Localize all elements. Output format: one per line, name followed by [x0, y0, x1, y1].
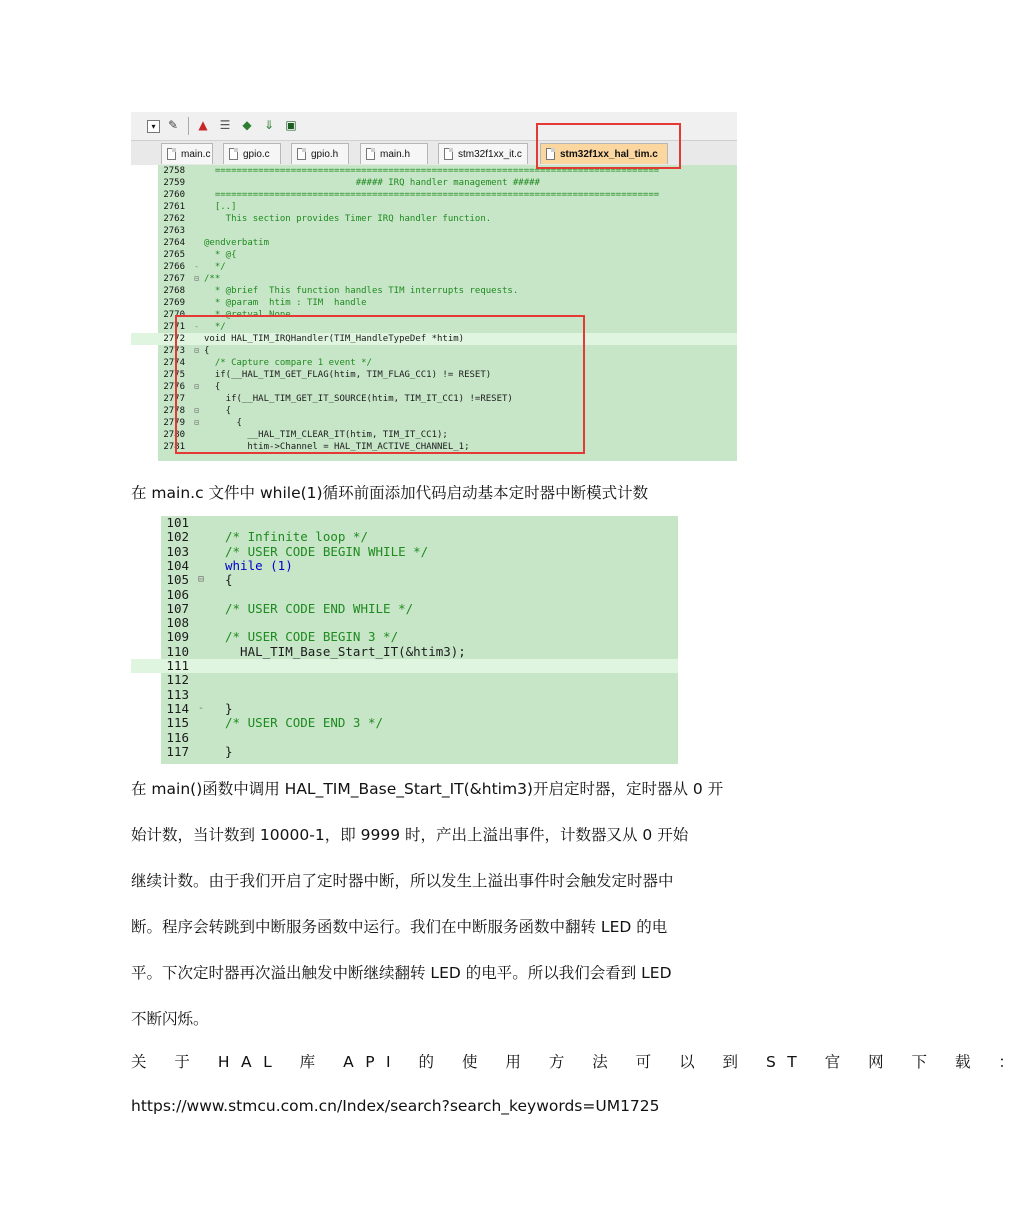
code-line[interactable]: [131, 285, 737, 297]
code-line[interactable]: [131, 177, 737, 189]
paragraph-line: 继续计数。由于我们开启了定时器中断，所以发生上溢出事件时会触发定时器中: [131, 872, 674, 890]
line-number: 101: [166, 515, 189, 530]
code-line[interactable]: [131, 249, 737, 261]
code-line[interactable]: [131, 645, 678, 659]
line-number: 110: [166, 643, 189, 659]
code-text: */: [204, 322, 226, 332]
url-link[interactable]: https://www.stmcu.com.cn/Index/search?search_keywords=UM1725: [131, 1097, 660, 1115]
code-text: void HAL_TIM_IRQHandler(TIM_HandleTypeDef *htim): [204, 334, 465, 344]
highlight-box-tab: [536, 123, 681, 169]
fold-marker-icon[interactable]: ⊟: [194, 418, 199, 427]
code-line[interactable]: [131, 731, 678, 745]
line-number: 112: [166, 672, 189, 688]
code-line[interactable]: [131, 673, 678, 687]
code-text: {: [204, 406, 232, 416]
fold-marker-icon[interactable]: -: [194, 262, 199, 271]
paragraph-line: 断。程序会转跳到中断服务函数中运行。我们在中断服务函数中翻转 LED 的电: [131, 918, 668, 936]
file-icon: [297, 148, 306, 160]
code-line[interactable]: [131, 588, 678, 602]
tab-gpio-h[interactable]: [291, 143, 349, 164]
line-number: 114: [166, 700, 189, 716]
line-number: 2764: [163, 238, 185, 248]
code-line[interactable]: [131, 702, 678, 716]
paragraph-line: 平。下次定时器再次溢出触发中断继续翻转 LED 的电平。所以我们会看到 LED: [131, 964, 672, 982]
line-number: 2769: [163, 298, 185, 308]
line-number: 102: [166, 529, 189, 545]
tab-label: gpio.h: [311, 149, 339, 160]
code-text: ==================================================================================: [204, 190, 660, 200]
code-text: This section provides Timer IRQ handler function.: [204, 214, 492, 224]
code-text: {: [225, 572, 233, 588]
toolbar-divider: [188, 117, 189, 135]
code-line[interactable]: [131, 516, 678, 530]
code-line[interactable]: [131, 688, 678, 702]
file-icon: [366, 148, 375, 160]
line-number: 2765: [163, 250, 185, 260]
code-line[interactable]: [131, 297, 737, 309]
code-text: {: [204, 418, 242, 428]
fold-marker-icon[interactable]: -: [194, 322, 199, 331]
window-icon[interactable]: ▣: [285, 118, 297, 132]
fold-marker-icon[interactable]: ⊟: [194, 382, 199, 391]
code-text: ==================================================================================: [204, 166, 660, 176]
code-text: * @retval None: [204, 310, 291, 320]
line-number: 2776: [163, 382, 185, 392]
paragraph-line: 不断闪烁。: [131, 1010, 209, 1028]
line-number: 2763: [163, 226, 185, 236]
code-text: /* USER CODE BEGIN WHILE */: [225, 543, 429, 559]
line-number: 2762: [163, 214, 185, 224]
code-line[interactable]: [131, 213, 737, 225]
line-number: 2767: [163, 274, 185, 284]
line-number: 2759: [163, 178, 185, 188]
code-text: {: [204, 382, 221, 392]
file-icon: [444, 148, 453, 160]
code-text: * @{: [204, 250, 237, 260]
line-number: 107: [166, 600, 189, 616]
code-text: /* USER CODE END WHILE */: [225, 600, 414, 616]
fold-marker-icon[interactable]: ⊟: [194, 274, 199, 283]
code-line[interactable]: [131, 273, 737, 285]
fold-marker-icon[interactable]: ⊟: [194, 346, 199, 355]
line-number: 2761: [163, 202, 185, 212]
code-text: * @brief This function handles TIM interrupts requests.: [204, 286, 519, 296]
code-line[interactable]: [131, 237, 737, 249]
fold-marker-icon[interactable]: ⊟: [197, 574, 205, 586]
stack-icon[interactable]: ▲: [198, 118, 208, 132]
tab-gpio-c[interactable]: [223, 143, 281, 164]
line-number: 113: [166, 686, 189, 702]
line-number: 117: [166, 743, 189, 759]
line-number: 2775: [163, 370, 185, 380]
code-line[interactable]: [131, 189, 737, 201]
code-text: __HAL_TIM_CLEAR_IT(htim, TIM_IT_CC1);: [204, 430, 448, 440]
code-line[interactable]: [131, 602, 678, 616]
code-line[interactable]: [131, 225, 737, 237]
line-number: 104: [166, 557, 189, 573]
tab-label: stm32f1xx_it.c: [458, 149, 522, 160]
code-line[interactable]: [131, 261, 737, 273]
code-line[interactable]: [131, 745, 678, 759]
tab-main-c[interactable]: [161, 143, 213, 164]
line-number: 2771: [163, 322, 185, 332]
tab-label: main.h: [380, 149, 411, 160]
code-text: HAL_TIM_Base_Start_IT(&htim3);: [225, 643, 466, 659]
line-number: 2778: [163, 406, 185, 416]
code-text: @endverbatim: [204, 238, 270, 248]
code-line[interactable]: [131, 630, 678, 644]
code-text: if(__HAL_TIM_GET_FLAG(htim, TIM_FLAG_CC1) != RESET): [204, 370, 492, 380]
code-text: {: [204, 346, 210, 356]
code-text: if(__HAL_TIM_GET_IT_SOURCE(htim, TIM_IT_CC1) !=RESET): [204, 394, 513, 404]
file-icon: [167, 148, 176, 160]
code-text: htim->Channel = HAL_TIM_ACTIVE_CHANNEL_1;: [204, 442, 470, 452]
line-number: 109: [166, 629, 189, 645]
line-number: 105: [166, 572, 189, 588]
tab-main-h[interactable]: [360, 143, 428, 164]
code-text: /* USER CODE END 3 */: [225, 715, 384, 731]
line-number: 111: [166, 658, 189, 673]
fold-marker-icon[interactable]: -: [197, 702, 205, 714]
line-number: 2779: [163, 418, 185, 428]
line-number: 2773: [163, 346, 185, 356]
line-number: 2768: [163, 286, 185, 296]
line-number: 2774: [163, 358, 185, 368]
line-number: 2758: [163, 166, 185, 176]
line-number: 116: [166, 729, 189, 745]
tab-label: main.c: [181, 149, 211, 160]
code-text: [..]: [204, 202, 237, 212]
tools-icon[interactable]: ✎: [167, 118, 179, 132]
code-text: /* USER CODE BEGIN 3 */: [225, 629, 399, 645]
diamond-icon[interactable]: ◆: [242, 118, 252, 132]
line-number: 2766: [163, 262, 185, 272]
line-number: 108: [166, 615, 189, 631]
dropdown-icon[interactable]: ▾: [147, 120, 160, 133]
paragraph-line: 始计数，当计数到 10000-1，即 9999 时，产出上溢出事件，计数器又从 0 开始: [131, 826, 689, 844]
fold-marker-icon[interactable]: ⊟: [194, 406, 199, 415]
code-text: /**: [204, 274, 221, 284]
code-text: }: [225, 743, 233, 759]
line-number: 106: [166, 586, 189, 602]
code-text: }: [225, 700, 233, 716]
caption-text: 在 main.c 文件中 while(1)循环前面添加代码启动基本定时器中断模式计数: [131, 484, 649, 502]
code-line[interactable]: [131, 573, 678, 587]
explanation-paragraph: [131, 777, 737, 1037]
file-icon: [229, 148, 238, 160]
tab-label: stm32f1xx_hal_tim.c: [560, 149, 658, 160]
line-number: 103: [166, 543, 189, 559]
tab-stm32f1xx-it-c[interactable]: [438, 143, 528, 164]
code-line[interactable]: [131, 559, 678, 573]
code-line[interactable]: [131, 530, 678, 544]
code-line[interactable]: [131, 201, 737, 213]
line-number: 2781: [163, 442, 185, 452]
code-line[interactable]: [131, 659, 678, 673]
ide-screenshot-2: [131, 516, 678, 764]
line-number: 2770: [163, 310, 185, 320]
line-number: 2780: [163, 430, 185, 440]
line-number: 2772: [163, 334, 185, 344]
list-icon[interactable]: ☰: [219, 118, 231, 132]
code-line[interactable]: [131, 716, 678, 730]
line-number: 2760: [163, 190, 185, 200]
code-text: */: [204, 262, 226, 272]
tab-label: gpio.c: [243, 149, 270, 160]
down-arrow-icon[interactable]: ⇓: [263, 118, 275, 132]
code-text: /* Infinite loop */: [225, 529, 368, 545]
api-text: 关 于 HAL 库 API 的 使 用 方 法 可 以 到 ST 官 网 下 载 ：: [131, 1053, 1025, 1071]
code-text: * @param htim : TIM handle: [204, 298, 367, 308]
line-number: 2777: [163, 394, 185, 404]
highlight-box-irq-handler: [175, 315, 585, 454]
code-text: while (1): [225, 557, 293, 573]
paragraph-line: 在 main()函数中调用 HAL_TIM_Base_Start_IT(&htim3)开启定时器，定时器从 0 开: [131, 780, 724, 798]
code-text: /* Capture compare 1 event */: [204, 358, 372, 368]
line-number: 115: [166, 715, 189, 731]
code-line[interactable]: [131, 616, 678, 630]
code-text: ##### IRQ handler management #####: [204, 178, 540, 188]
code-line[interactable]: [131, 545, 678, 559]
